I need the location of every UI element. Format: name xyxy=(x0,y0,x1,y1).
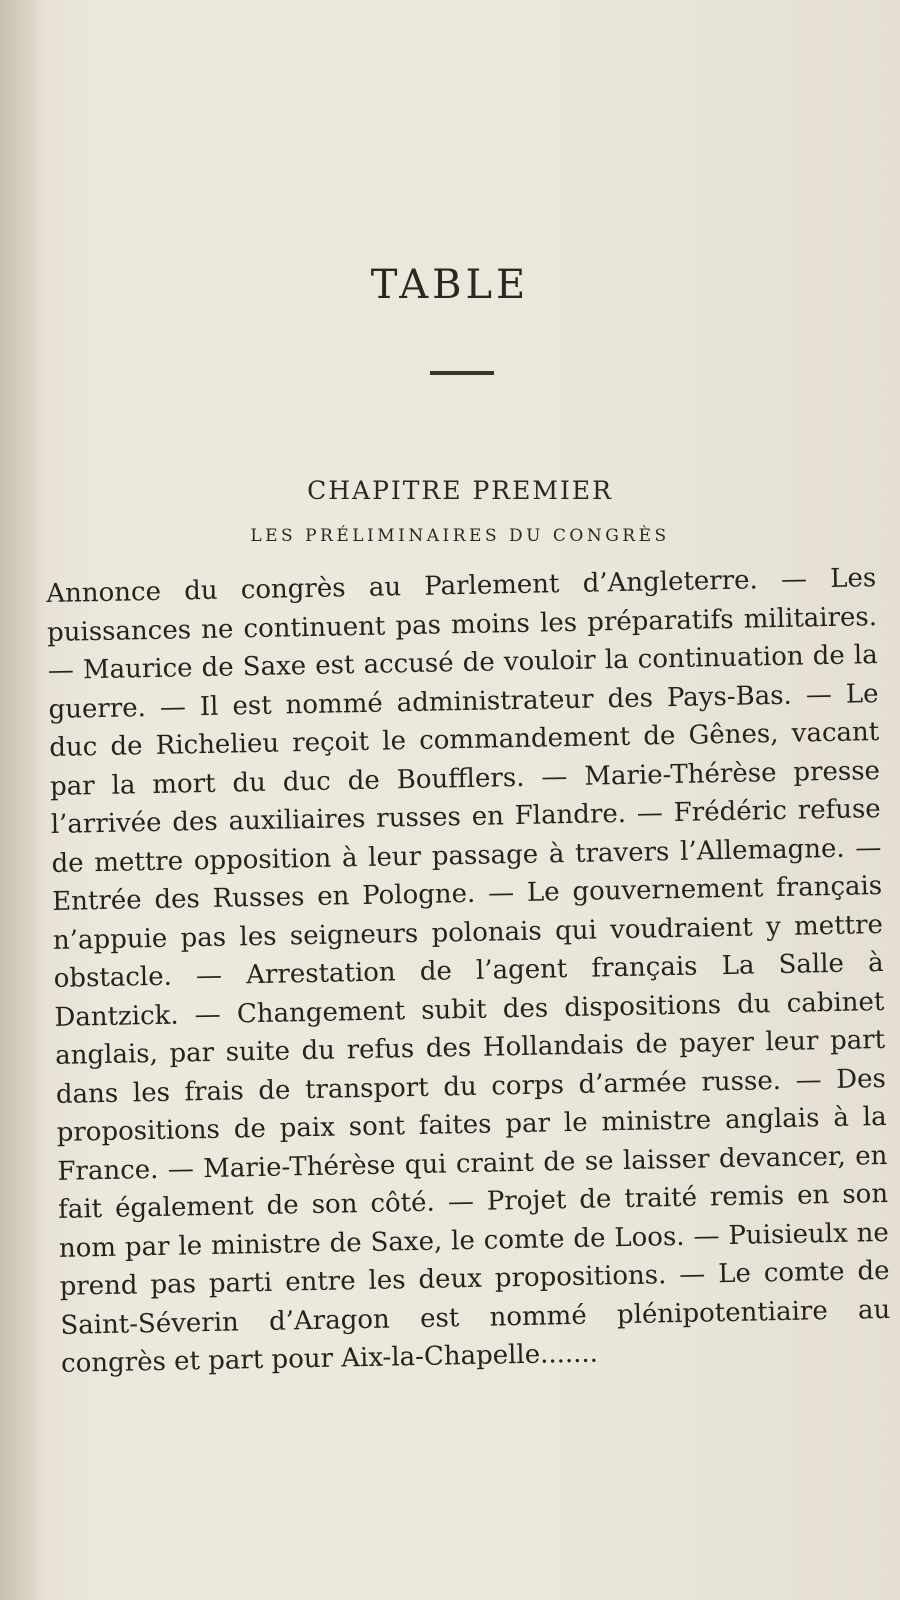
chapter-summary-paragraph: Annonce du congrès au Parlement d’Angleterre. — Les puissances ne continuent pas moins les préparatifs militaires. — Maurice de Saxe est accusé de vouloir la continuation de la guerre. — Il est nommé administrateur des Pays-Bas. — Le duc de Richelieu reçoit le commandement de Gênes, vacant par la mort du duc de Boufflers. — Marie-Thérèse presse l’arrivée des auxiliaires russes en Flandre. — Frédéric refuse de mettre opposition à leur passage à travers l’Allemagne. — Entrée des Russes en Pologne. — Le gouvernement français n’appuie pas les seigneurs polonais qui voudraient y mettre obstacle. — Arrestation de l’agent français La Salle à Dantzick. — Changement subit des dispositions du cabinet anglais, par suite du refus des Hollandais de payer leur part dans les frais de transport du corps d’armée russe. — Des propositions de paix sont faites par le ministre anglais à la France. — Marie-Thérèse qui craint de se laisser devancer, en fait également de son côté. — Projet de traité remis en son nom par le ministre de Saxe, le comte de Loos. — Puisieulx ne prend pas parti entre les deux propositions. — Le comte de Saint-Séverin d’Aragon est nommé plénipotentiaire au congrès et part pour Aix-la-Chapelle....... xyxy=(46,563,891,1379)
chapter-heading: CHAPITRE PREMIER xyxy=(307,476,613,505)
chapter-subtitle: LES PRÉLIMINAIRES DU CONGRÈS xyxy=(250,526,670,546)
page-gutter-shadow xyxy=(0,0,42,1600)
page-title: TABLE xyxy=(370,262,530,308)
title-divider xyxy=(430,371,494,375)
